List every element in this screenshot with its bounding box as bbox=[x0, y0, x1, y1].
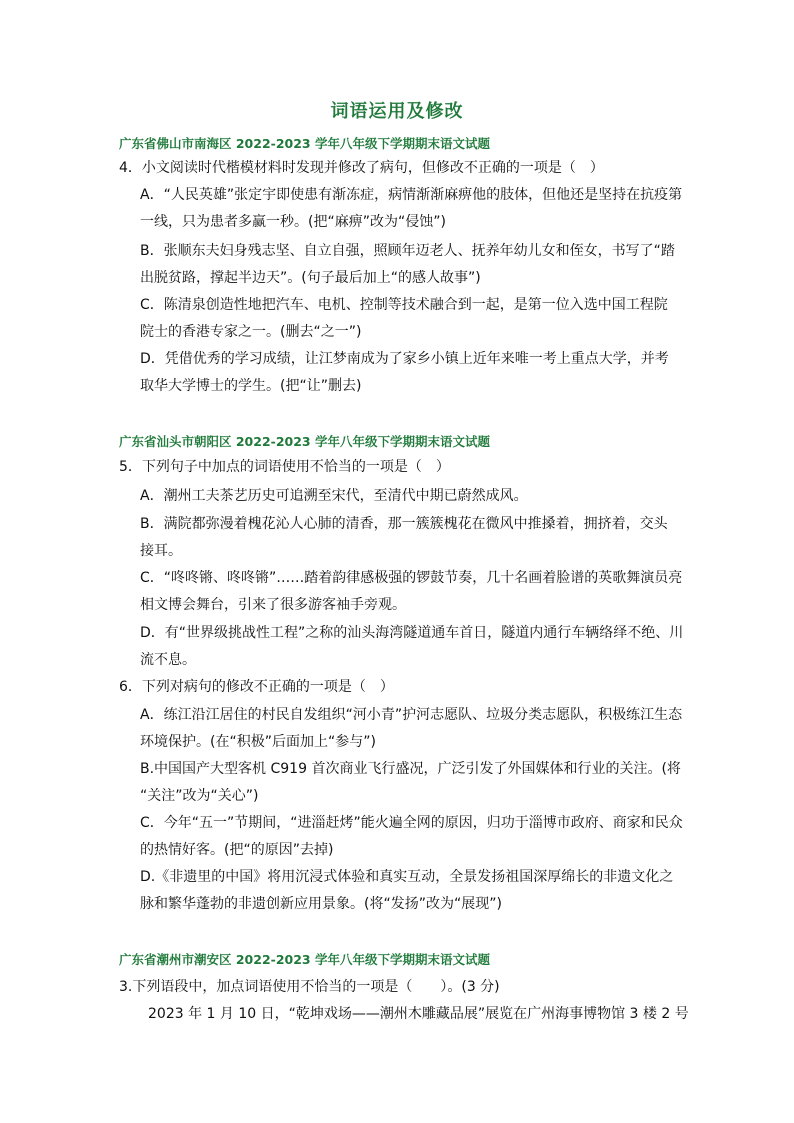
section-source-1: 广东省佛山市南海区 2022-2023 学年八年级下学期期末语文试题 bbox=[119, 136, 490, 151]
question-6-option-d-cont: 脉和繁华蓬勃的非遗创新应用景象。(将“发扬”改为“展现”) bbox=[140, 896, 502, 912]
question-5-option-b: B．满院都弥漫着槐花沁人心肺的清香，那一簇簇槐花在微风中推搡着，拥挤着，交头 bbox=[140, 516, 668, 532]
question-5-option-c-cont: 相文博会舞台，引来了很多游客袖手旁观。 bbox=[140, 597, 406, 613]
question-6-option-d: D.《非遗里的中国》将用沉浸式体验和真实互动，全景发扬祖国深厚绵长的非遗文化之 bbox=[140, 869, 674, 885]
question-5-option-d-cont: 流不息。 bbox=[140, 652, 196, 668]
question-4-option-b-cont: 出脱贫路，撑起半边天”。(句子最后加上“的感人故事”) bbox=[140, 270, 481, 286]
question-6-option-b: B.中国国产大型客机 C919 首次商业飞行盛况，广泛引发了外国媒体和行业的关注。(将 bbox=[140, 761, 681, 777]
question-4-option-c: C．陈清泉创造性地把汽车、电机、控制等技术融合到一起，是第一位入选中国工程院 bbox=[140, 297, 668, 313]
question-6-stem: 6．下列对病句的修改不正确的一项是（ ） bbox=[119, 679, 394, 695]
question-3-paragraph: 2023 年 1 月 10 日，“乾坤戏场——潮州木雕藏品展”展览在广州海事博物馆 3 楼 2 号 bbox=[148, 1006, 689, 1022]
question-5-stem: 5．下列句子中加点的词语使用不恰当的一项是（ ） bbox=[119, 459, 450, 475]
question-6-option-c-cont: 的热情好客。(把“的原因”去掉) bbox=[140, 842, 334, 858]
question-5-option-b-cont: 接耳。 bbox=[140, 543, 182, 559]
question-3-stem: 3.下列语段中，加点词语使用不恰当的一项是（ ）。(3 分) bbox=[119, 979, 500, 995]
question-4-option-d-cont: 取华大学博士的学生。(把“让”删去) bbox=[140, 378, 362, 394]
question-6-option-b-cont: “关注”改为“关心”) bbox=[140, 788, 259, 804]
question-4-option-d: D．凭借优秀的学习成绩，让江梦南成为了家乡小镇上近年来唯一考上重点大学，并考 bbox=[140, 351, 669, 367]
question-5-option-c: C．“咚咚锵、咚咚锵”……踏着韵律感极强的锣鼓节奏，几十名画着脸谱的英歌舞演员亮 bbox=[140, 570, 683, 586]
question-5-option-d: D．有“世界级挑战性工程”之称的汕头海湾隧道通车首日，隧道内通行车辆络绎不绝、川 bbox=[140, 625, 684, 641]
page-title: 词语运用及修改 bbox=[330, 101, 464, 122]
question-6-option-a-cont: 环境保护。(在“积极”后面加上“参与”) bbox=[140, 734, 376, 750]
question-4-option-b: B．张顺东夫妇身残志坚、自立自强，照顾年迈老人、抚养年幼儿女和侄女，书写了“踏 bbox=[140, 243, 675, 259]
question-4-option-a: A．“人民英雄”张定宇即使患有渐冻症，病情渐渐麻痹他的肢体，但他还是坚持在抗疫第 bbox=[140, 187, 683, 203]
question-6-option-c: C．今年“五一”节期间，“进淄赶烤”能火遍全网的原因，归功于淄博市政府、商家和民众 bbox=[140, 815, 683, 831]
question-6-option-a: A．练江沿江居住的村民自发组织“河小青”护河志愿队、垃圾分类志愿队，积极练江生态 bbox=[140, 707, 683, 723]
question-4-stem: 4．小文阅读时代楷模材料时发现并修改了病句，但修改不正确的一项是（ ） bbox=[119, 160, 604, 176]
section-source-2: 广东省汕头市朝阳区 2022-2023 学年八年级下学期期末语文试题 bbox=[119, 434, 490, 449]
question-4-option-a-cont: 一线，只为患者多赢一秒。(把“麻痹”改为“侵蚀”) bbox=[140, 214, 446, 230]
question-4-option-c-cont: 院士的香港专家之一。(删去“之一”) bbox=[140, 324, 362, 340]
question-5-option-a: A．潮州工夫茶艺历史可追溯至宋代，至清代中期已蔚然成风。 bbox=[140, 488, 528, 504]
section-source-3: 广东省潮州市潮安区 2022-2023 学年八年级下学期期末语文试题 bbox=[119, 952, 490, 967]
